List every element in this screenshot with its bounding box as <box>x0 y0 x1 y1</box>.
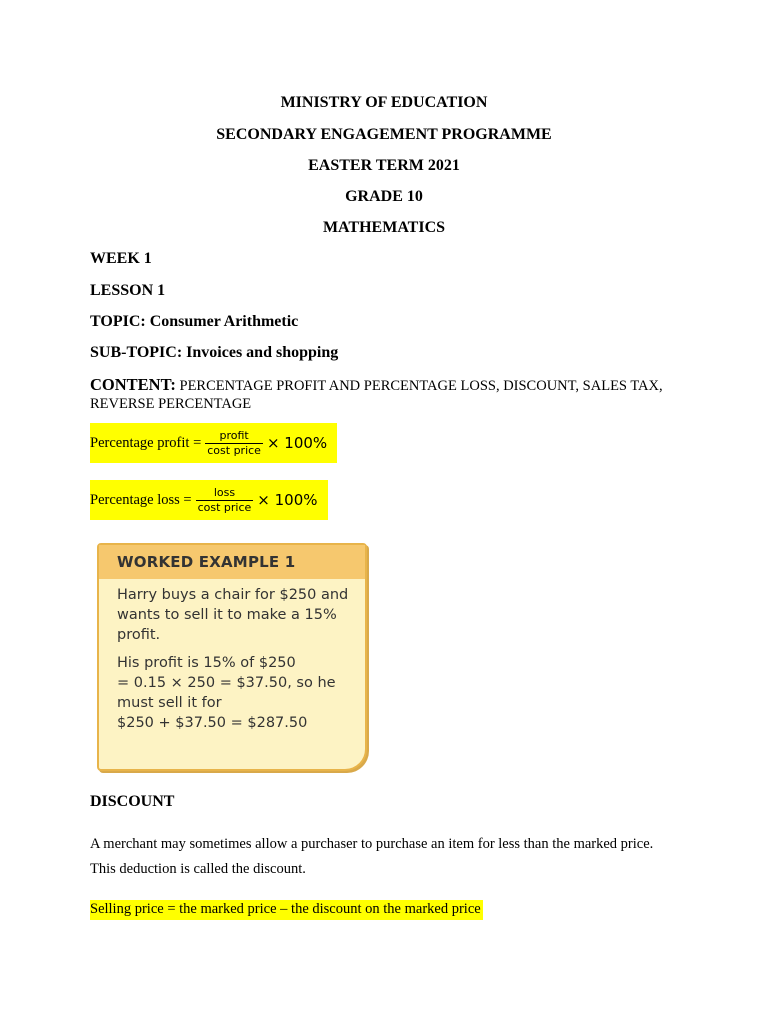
example-question: Harry buys a chair for $250 and wants to sell it to make a 15% profit. <box>117 587 349 643</box>
content-description <box>90 376 690 413</box>
term-heading: EASTER TERM 2021 <box>308 157 460 174</box>
solution-line: must sell it for <box>117 695 222 711</box>
selling-price-formula: Selling price = the marked price – the discount on the marked price <box>90 900 483 920</box>
lesson-label: LESSON 1 <box>90 282 166 299</box>
discount-heading: DISCOUNT <box>90 793 175 810</box>
worked-example-title: WORKED EXAMPLE 1 <box>99 545 365 579</box>
programme-heading: SECONDARY ENGAGEMENT PROGRAMME <box>216 126 552 143</box>
topic-label: TOPIC: Consumer Arithmetic <box>90 313 299 330</box>
numerator: profit <box>219 428 249 442</box>
content-text: PERCENTAGE PROFIT AND PERCENTAGE LOSS, DISCOUNT, SALES TAX, REVERSE PERCENTAGE <box>90 378 663 412</box>
worked-example-body <box>99 579 365 733</box>
denominator: cost price <box>207 443 261 457</box>
solution-line: $250 + $37.50 = $287.50 <box>117 715 308 731</box>
solution-line: His profit is 15% of $250 <box>117 655 296 671</box>
discount-paragraph-line2: This deduction is called the discount. <box>90 861 306 877</box>
worked-example-box <box>97 543 367 771</box>
numerator: loss <box>213 485 236 499</box>
fraction <box>205 429 263 458</box>
percentage-profit-formula <box>90 423 337 463</box>
fraction <box>196 486 254 515</box>
formula-label: Percentage loss = <box>90 491 192 508</box>
formula-label: Percentage profit = <box>90 434 202 451</box>
solution-line: = 0.15 × 250 = $37.50, so he <box>117 675 336 691</box>
discount-paragraph-line1: A merchant may sometimes allow a purchaser to purchase an item for less than the marked price. <box>90 836 654 852</box>
denominator: cost price <box>197 500 252 514</box>
content-label: CONTENT: <box>90 375 176 394</box>
week-label: WEEK 1 <box>90 250 152 267</box>
subject-heading: MATHEMATICS <box>322 219 446 236</box>
ministry-heading: MINISTRY OF EDUCATION <box>280 94 488 111</box>
percentage-loss-formula <box>90 480 328 520</box>
example-solution <box>117 653 351 733</box>
multiplier: × 100% <box>266 434 328 452</box>
subtopic-label: SUB-TOPIC: Invoices and shopping <box>90 344 339 361</box>
multiplier: × 100% <box>257 491 318 509</box>
grade-heading: GRADE 10 <box>345 188 423 205</box>
